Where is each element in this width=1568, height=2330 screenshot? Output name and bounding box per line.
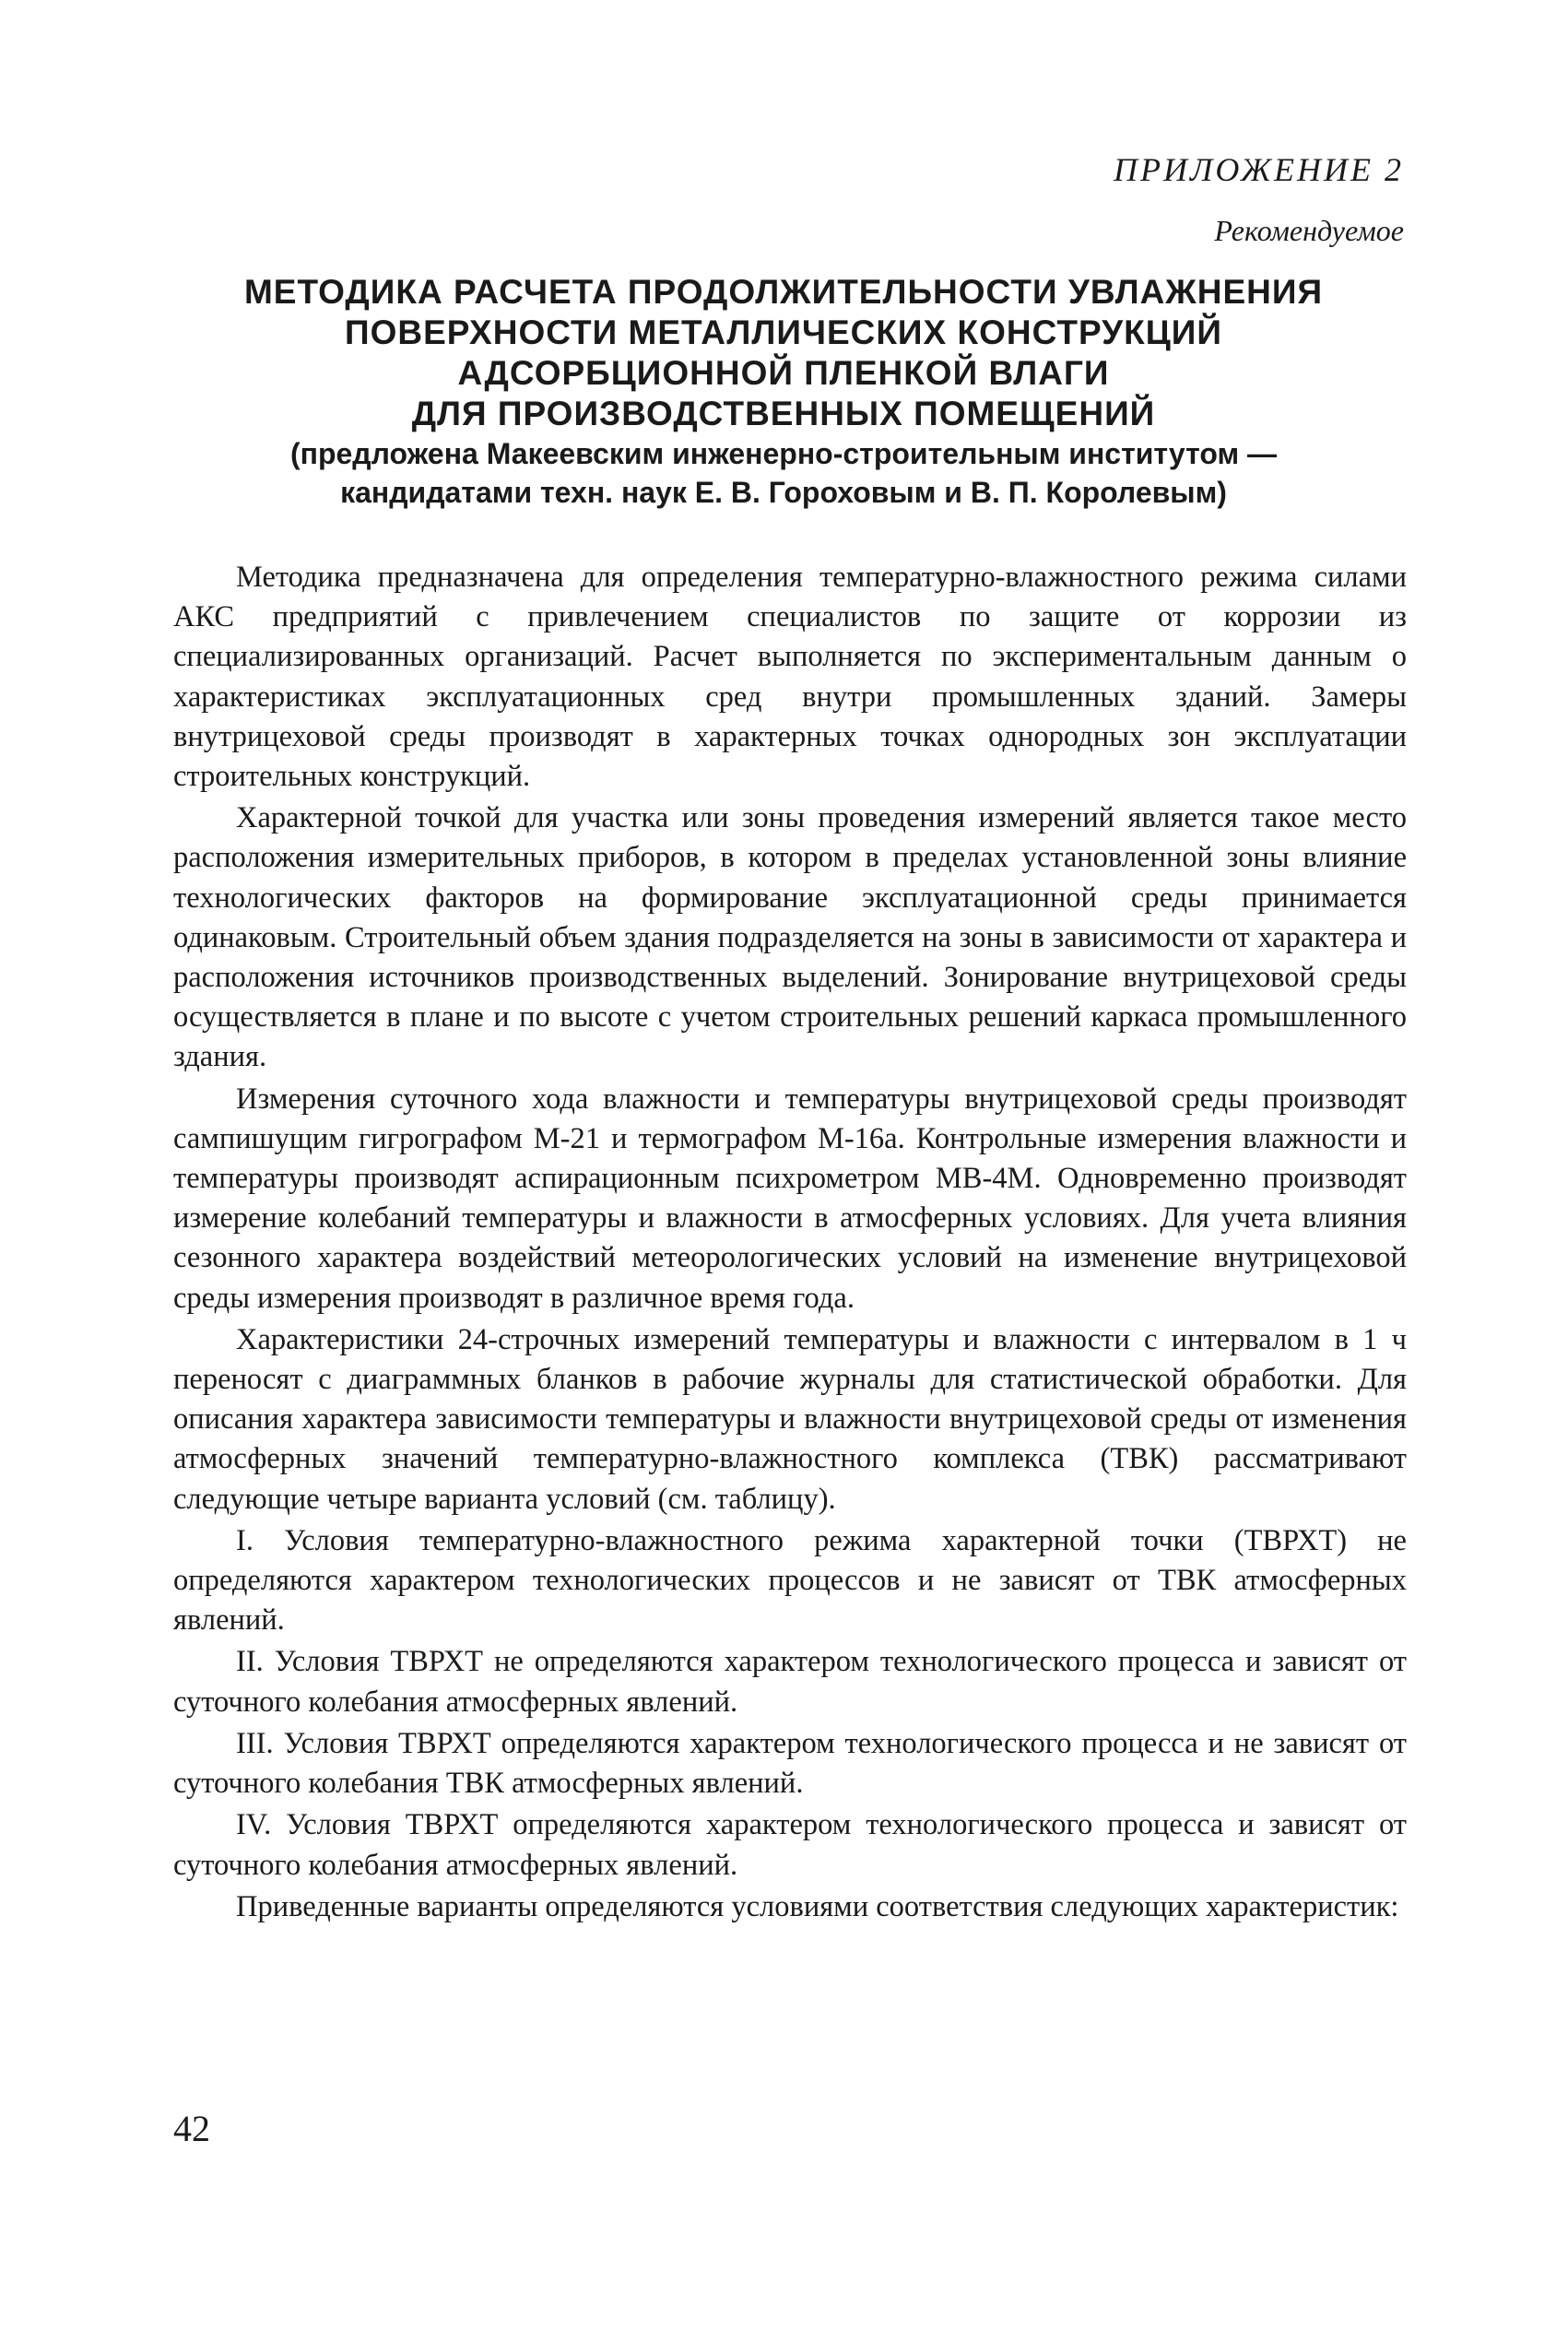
paragraph-characteristic-point: Характерной точкой для участка или зоны проведения измерений является такое место расположения измерительных приборов, в котором в пределах установленной зоны влияние технологических факторов на формирование эксплуатационной среды принимается одинаковым. Строительный объем здания подразделяется на зоны в зависимости от характера и расположения источников производственных выделений. Зонирование внутрицеховой среды осуществляется в плане и по высоте с учетом строительных решений каркаса промышленного здания. <box>173 801 1407 1074</box>
title-line-2: ПОВЕРХНОСТИ МЕТАЛЛИЧЕСКИХ КОНСТРУКЦИЙ <box>345 313 1222 351</box>
title-line-3: АДСОРБЦИОННОЙ ПЛЕНКОЙ ВЛАГИ <box>457 354 1110 392</box>
paragraph-measurements: Измерения суточного хода влажности и температуры внутрицеховой среды производят сампишущим гигрографом М-21 и термографом М-16а. Контрольные измерения влажности и температуры производят аспирационным психрометром МВ-4М. Одновременно производят измерение колебаний температуры и влажности в атмосферных условиях. Для учета влияния сезонного характера воздействий метеорологических условий на изменение внутрицеховой среды измерения производят в различное время года. <box>173 1082 1407 1315</box>
appendix-label: ПРИЛОЖЕНИЕ 2 <box>1114 151 1404 188</box>
paragraph-condition-2: II. Условия ТВРХТ не определяются характером технологического процесса и зависят от суточного колебания атмосферных явлений. <box>173 1645 1407 1719</box>
title-line-4: ДЛЯ ПРОИЗВОДСТВЕННЫХ ПОМЕЩЕНИЙ <box>411 395 1156 432</box>
page-number: 42 <box>173 2108 210 2149</box>
recommended-label: Рекомендуемое <box>1214 214 1404 247</box>
subtitle-line-2: кандидатами техн. наук Е. В. Гороховым и В. П. Королевым) <box>340 476 1227 509</box>
paragraph-characteristics: Характеристики 24-строчных измерений температуры и влажности с интервалом в 1 ч переносят с диаграммных бланков в рабочие журналы для статистической обработки. Для описания характера зависимости температуры и влажности внутрицеховой среды от изменения атмосферных значений температурно-влажностного комплекса (ТВК) рассматривают следующие четыре варианта условий (см. таблицу). <box>173 1322 1407 1516</box>
subtitle-line-1: (предложена Макеевским инженерно-строительным институтом — <box>289 437 1278 470</box>
paragraph-variants: Приведенные варианты определяются условиями соответствия следующих характеристик: <box>236 1889 1399 1923</box>
title-line-1: МЕТОДИКА РАСЧЕТА ПРОДОЛЖИТЕЛЬНОСТИ УВЛАЖНЕНИЯ <box>243 273 1324 311</box>
paragraph-condition-4: IV. Условия ТВРХТ определяются характером технологического процесса и зависят от суточного колебания атмосферных явлений. <box>173 1808 1407 1882</box>
paragraph-condition-3: III. Условия ТВРХТ определяются характером технологического процесса и не зависят от суточного колебания ТВК атмосферных явлений. <box>173 1726 1407 1801</box>
paragraph-condition-1: I. Условия температурно-влажностного режима характерной точки (ТВРХТ) не определяются характером технологических процессов и не зависят от ТВК атмосферных явлений. <box>173 1523 1407 1638</box>
title-block <box>175 272 1392 512</box>
body-text <box>173 558 1407 1929</box>
paragraph-intro: Методика предназначена для определения температурно-влажностного режима силами АКС предприятий с привлечением специалистов по защите от коррозии из специализированных организаций. Расчет выполняется по экспериментальным данным о характеристиках эксплуатационных сред внутри промышленных зданий. Замеры внутрицеховой среды производят в характерных точках однородных зон эксплуатации строительных конструкций. <box>173 561 1407 794</box>
